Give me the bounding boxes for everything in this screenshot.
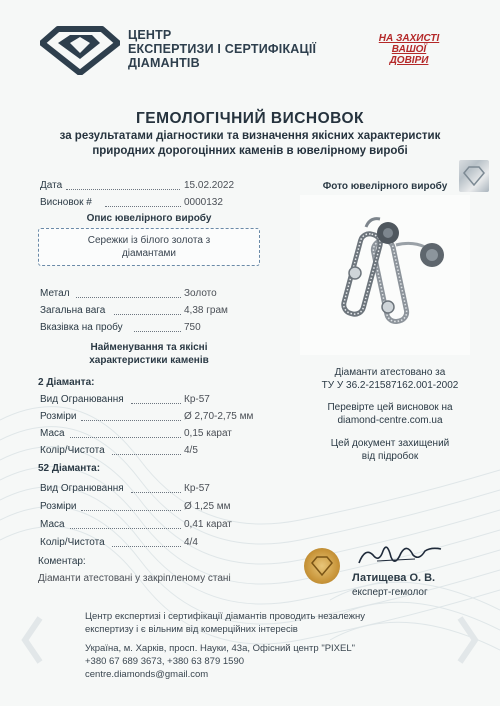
size-value: Ø 2,70-2,75 мм [184, 411, 254, 422]
subtitle-line-2: природних дорогоцінних каменів в ювелірному виробі [92, 145, 408, 157]
verify-line-1: Перевірте цей висновок на [327, 402, 453, 413]
document-subtitle [30, 129, 470, 159]
stones-heading-line-2: характеристики каменів [89, 355, 209, 366]
footer-line-2: експертизу і є вільним від комерційних інтересів [85, 624, 298, 635]
probe-value: 750 [184, 322, 201, 333]
size-value: Ø 1,25 мм [184, 501, 231, 512]
stone-group-1-title: 2 Діаманта: [38, 377, 95, 388]
signature-icon [355, 537, 445, 571]
leader-dots [112, 446, 181, 455]
color-label: Колір/Чистота [40, 537, 105, 548]
protection-line-1: Цей документ захищений [330, 438, 450, 449]
verify-website: diamond-centre.com.ua [337, 415, 443, 426]
signer-title: експерт-гемолог [352, 587, 428, 598]
weight-value: 4,38 грам [184, 305, 228, 316]
cut-label: Вид Огранювання [40, 394, 124, 405]
earrings-image [300, 195, 470, 355]
leader-dots [114, 306, 181, 315]
date-value: 15.02.2022 [184, 180, 235, 191]
leader-dots [131, 484, 181, 493]
verify-note [300, 401, 480, 427]
leader-dots [70, 520, 181, 529]
brand-name [128, 28, 316, 70]
weight-label: Загальна вага [40, 305, 106, 316]
photo-label: Фото ювелірного виробу [322, 181, 448, 192]
color-value: 4/5 [184, 445, 198, 456]
comment-value: Діаманти атестовані у закріпленому стані [38, 573, 231, 584]
mass-value: 0,41 карат [184, 519, 232, 530]
address: Україна, м. Харків, просп. Науки, 43а, Офісний центр "PIXEL" [85, 643, 356, 654]
description-line-2: діамантами [121, 248, 177, 259]
attestation-standard: ТУ У 36.2-21587162.001-2002 [321, 380, 459, 391]
mass-label: Маса [40, 519, 65, 530]
size-label: Розміри [40, 411, 77, 422]
comment-label: Коментар: [38, 556, 86, 567]
brand-line-1: ЦЕНТР [128, 28, 172, 42]
cut-value: Кр-57 [184, 483, 210, 494]
stones-heading-line-1: Найменування та якісні [90, 342, 208, 353]
document-title: ГЕМОЛОГІЧНИЙ ВИСНОВОК [135, 110, 364, 127]
protection-note [300, 437, 480, 463]
footer-line-1: Центр експертизі і сертифікації діамантів проводить незалежну [85, 611, 366, 622]
cut-value: Кр-57 [184, 394, 210, 405]
slogan-line-2: ВАШОЇ [391, 44, 427, 55]
leader-dots [131, 395, 181, 404]
brand-line-3: ДІАМАНТІВ [128, 56, 200, 70]
diamond-logo-icon [40, 25, 120, 75]
number-value: 0000132 [184, 197, 223, 208]
email: centre.diamonds@gmail.com [85, 669, 209, 680]
color-label: Колір/Чистота [40, 445, 105, 456]
signer-name: Латищева О. В. [352, 572, 436, 584]
slogan-stamp [368, 33, 450, 66]
footer-statement [85, 610, 425, 636]
mass-label: Маса [40, 428, 65, 439]
metal-value: Золото [184, 288, 217, 299]
description-heading: Опис ювелірного виробу [86, 213, 212, 224]
leader-dots [112, 538, 181, 547]
slogan-line-1: НА ЗАХИСТІ [378, 33, 440, 44]
cut-label: Вид Огранювання [40, 483, 124, 494]
size-label: Розміри [40, 501, 77, 512]
brand-line-2: ЕКСПЕРТИЗИ І СЕРТИФІКАЦІЇ [128, 42, 317, 56]
contacts [85, 642, 425, 681]
subtitle-line-1: за результатами діагностики та визначення якісних характеристик [59, 130, 441, 142]
attestation-line-1: Діаманти атестовано за [334, 367, 446, 378]
probe-label: Вказівка на пробу [40, 322, 123, 333]
leader-dots [70, 429, 181, 438]
date-label: Дата [40, 180, 63, 191]
stone-group-2-title: 52 Діаманта: [38, 463, 101, 474]
leader-dots [81, 412, 181, 421]
slogan-line-3: ДОВІРИ [389, 55, 429, 66]
attestation-note [300, 366, 480, 392]
metal-label: Метал [40, 288, 70, 299]
leader-dots [81, 502, 181, 511]
stones-heading [38, 341, 260, 367]
earrings-photo [300, 195, 470, 355]
mass-value: 0,15 карат [184, 428, 232, 439]
leader-dots [66, 181, 180, 190]
phones: +380 67 689 3673, +380 63 879 1590 [85, 656, 245, 667]
description-box [38, 228, 260, 266]
seal-diamond-icon [310, 554, 334, 578]
number-label: Висновок # [40, 197, 92, 208]
leader-dots [76, 289, 181, 298]
color-value: 4/4 [184, 537, 198, 548]
leader-dots [134, 323, 181, 332]
protection-line-2: від підробок [361, 451, 419, 462]
leader-dots [105, 198, 181, 207]
description-line-1: Сережки із білого золота з [87, 235, 211, 246]
